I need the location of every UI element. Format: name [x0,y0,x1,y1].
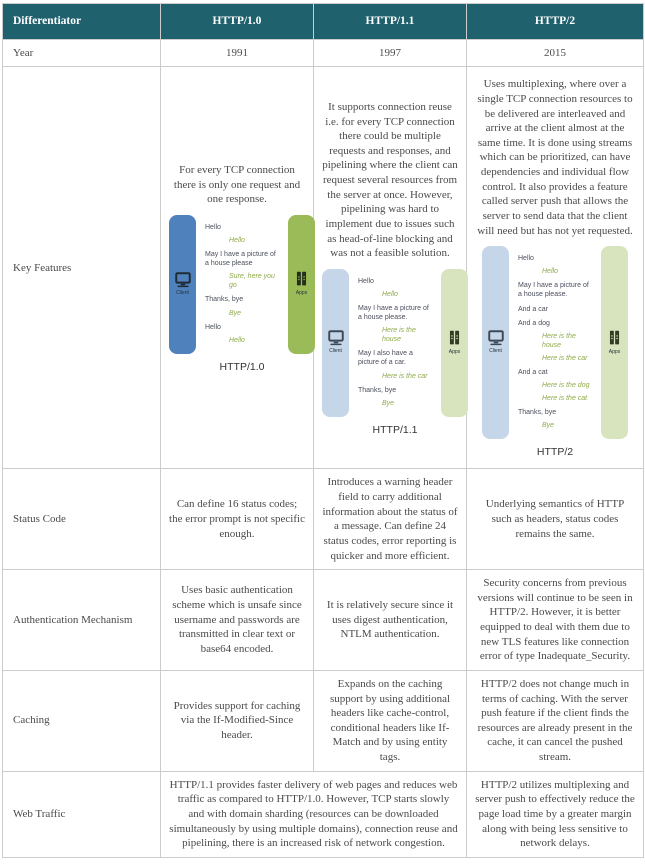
client-bar-label: Client [176,289,189,296]
diagram-caption: HTTP/1.1 [372,423,418,436]
http10-conversation-diagram [169,215,315,375]
row-label-status-code: Status Code [3,469,161,570]
conversation-message: Sure, here you go [229,273,275,290]
cell-status-http10: Can define 16 status codes; the error prompt is not specific enough. [161,469,314,570]
server-bar [288,215,315,354]
conversation-message: May I have a picture of a house please. [518,282,589,299]
cell-auth-http10: Uses basic authentication scheme which is unsafe since username and passwords are transmitted in clear text or base64 encoded. [161,570,314,671]
http11-key-features-text: It supports connection reuse i.e. for every TCP connection there could be multiple requests and responses, and pipelining where the client can request several resources from the server at once. However, pipelining was hard to implement due to issues such as head-of-line blocking and was not a feasible solution. [322,100,458,260]
conversation-message: Hello [205,323,221,331]
conversation-message: May I have a picture of a house please [205,251,276,268]
conversation-message: And a cat [518,369,548,376]
row-label-web-traffic: Web Traffic [3,771,161,857]
conversation-message: Here is the cat [542,395,588,403]
http-comparison-table [2,3,644,858]
diagram-caption: HTTP/2 [536,446,574,459]
header-http11: HTTP/1.1 [314,4,467,40]
cell-web-traffic-http10-11: HTTP/1.1 provides faster delivery of web pages and reduces web traffic as compared to HTTP/1.0. However, TCP starts slowly and with domain sharding (resources can be downloaded simultaneously by using multiple domains), connection reuse and pipelining, there is an increased risk of network congestion. [161,771,467,857]
conversation-message: Hello [382,290,398,298]
row-year [3,40,644,67]
conversation-message: May I have a picture of a house please. [358,304,429,322]
row-web-traffic [3,771,644,857]
http10-diagram-bars [169,215,315,354]
cell-year-http10: 1991 [161,40,314,67]
row-status-code [3,469,644,570]
conversation-message: Here is the dog [542,382,590,390]
client-computer-icon [174,272,192,288]
cell-caching-http10: Provides support for caching via the If-Modified-Since header. [161,670,314,771]
conversation-message: Hello [518,255,534,263]
cell-year-http2: 2015 [467,40,644,67]
server-bar-label: Apps [608,348,621,355]
http11-conversation-diagram [322,269,468,438]
server-bar [601,246,628,439]
row-label-year: Year [3,40,161,67]
conversation-message: And a car [518,305,548,313]
server-rack-icon [448,330,461,347]
http2-key-features-text: Uses multiplexing, where over a single TCP connection resources to be delivered are interleaved and arrive at the client almost at the same time. It is done using streams which can be prioritized, can have dependencies and individual flow control. It also provides a feature called server push that allows the server to send data that the client will need but has not yet requested. [477,78,633,237]
conversation-message: Thanks, bye [205,296,244,304]
server-rack-icon [295,271,308,288]
cell-key-features-http2 [467,67,644,469]
conversation-message: Thanks, bye [358,386,397,394]
client-computer-icon [487,330,505,346]
cell-caching-http2: HTTP/2 does not change much in terms of caching. With the server push feature if the client finds the resources are already present in the cache, it can cancel the pushed stream. [467,670,644,771]
http2-diagram-bars [482,246,628,439]
conversation-message: Here is the house [382,327,416,344]
conversation-message: Hello [542,268,558,276]
http10-key-features-text: For every TCP connection there is only one request and one response. [173,163,301,206]
header-http2: HTTP/2 [467,4,644,40]
row-authentication [3,570,644,671]
client-bar-label: Client [329,348,342,355]
cell-year-http11: 1997 [314,40,467,67]
conversation-message: Hello [358,277,374,285]
http11-conversation [354,269,436,417]
http10-conversation [201,215,283,354]
cell-status-http2: Underlying semantics of HTTP such as headers, status codes remains the same. [467,469,644,570]
row-label-key-features: Key Features [3,67,161,469]
conversation-message: Bye [229,309,242,317]
cell-web-traffic-http2: HTTP/2 utilizes multiplexing and server push to effectively reduce the page load time by a greater margin along with being less sensitive to network delays. [467,771,644,857]
client-bar [482,246,509,439]
conversation-message: And a dog [518,319,550,327]
conversation-message: Here is the car [382,372,428,380]
conversation-message: May I also have a picture of a car. [358,350,413,367]
header-differentiator: Differentiator [3,4,161,40]
http2-conversation [514,246,596,439]
conversation-message: Thanks, bye [518,409,557,417]
row-caching [3,670,644,771]
cell-auth-http11: It is relatively secure since it uses digest authentication, NTLM authentication. [314,570,467,671]
server-rack-icon [608,330,621,347]
conversation-message: Bye [542,422,555,430]
row-label-caching: Caching [3,670,161,771]
conversation-message: Here is the house [542,332,576,349]
server-bar [441,269,468,417]
http2-conversation-diagram [482,246,628,460]
cell-key-features-http11 [314,67,467,469]
table-header-row [3,4,644,40]
server-bar-label: Apps [295,290,308,297]
header-http10: HTTP/1.0 [161,4,314,40]
client-computer-icon [327,330,345,346]
client-bar-label: Client [489,348,502,355]
conversation-message: Hello [229,236,245,244]
cell-key-features-http10 [161,67,314,469]
conversation-message: Hello [229,336,245,344]
conversation-message: Hello [205,223,221,231]
cell-caching-http11: Expands on the caching support by using additional headers like cache-control, conditional headers like If-Match and by using entity tags. [314,670,467,771]
diagram-caption: HTTP/1.0 [219,360,265,373]
row-key-features [3,67,644,469]
conversation-message: Bye [382,399,395,407]
conversation-message: Here is the car [542,354,588,362]
row-label-authentication: Authentication Mechanism [3,570,161,671]
cell-status-http11: Introduces a warning header field to carry additional information about the status of a message. Can define 24 status codes, error reporting is quicker and more efficient. [314,469,467,570]
client-bar [169,215,196,354]
http11-diagram-bars [322,269,468,417]
cell-auth-http2: Security concerns from previous versions will continue to be seen in HTTP/2. However, it is better equipped to deal with them due to new TLS features like connection error of type Inadequate_Security. [467,570,644,671]
client-bar [322,269,349,417]
server-bar-label: Apps [448,348,461,355]
